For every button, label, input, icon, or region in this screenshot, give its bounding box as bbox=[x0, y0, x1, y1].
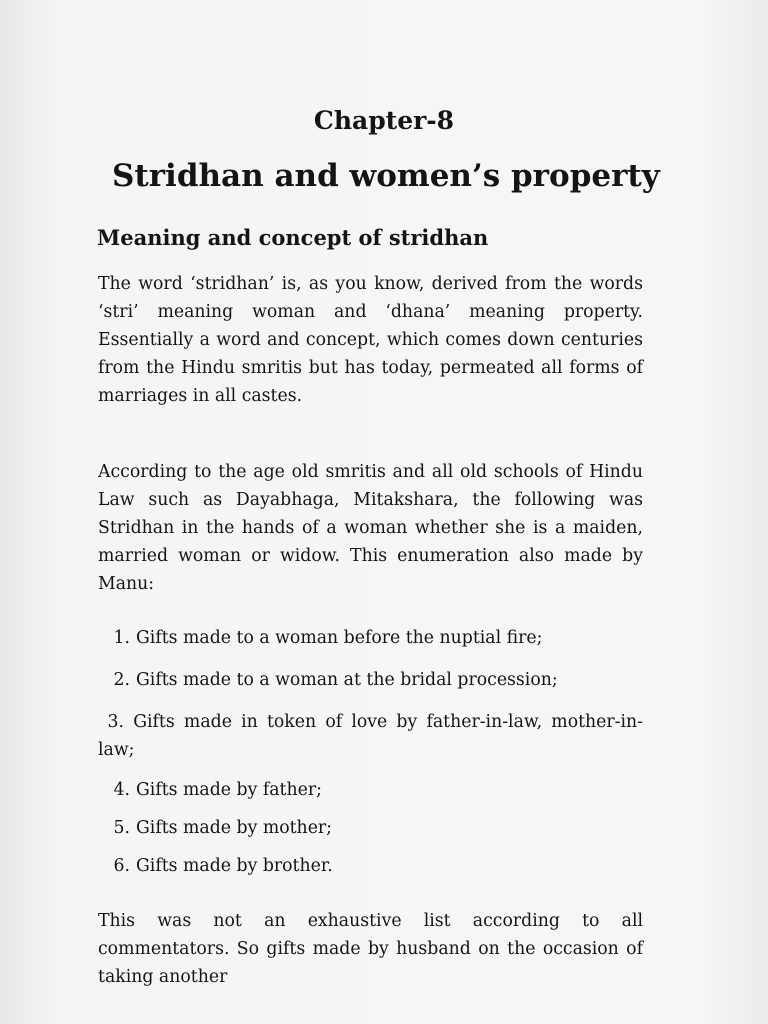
list-item bbox=[98, 624, 643, 652]
paragraph-smritis-enumeration: According to the age old smritis and all old schools of Hindu Law such as Dayabhaga, Mitakshara, the following was Stridhan in the hands of a woman whether she is a maiden, married woman or widow. This enumeration also made by Manu: bbox=[98, 462, 643, 594]
list-item-text: Gifts made to a woman at the bridal procession; bbox=[136, 670, 558, 690]
chapter-title: Stridhan and women’s property bbox=[112, 158, 660, 194]
list-item bbox=[98, 814, 643, 842]
list-item bbox=[98, 852, 643, 880]
list-item-number: 4. bbox=[113, 780, 130, 800]
list-item bbox=[98, 708, 643, 764]
list-item-number: 3. bbox=[107, 712, 124, 732]
list-item bbox=[98, 666, 643, 694]
list-item-text: Gifts made to a woman before the nuptial fire; bbox=[136, 628, 543, 648]
list-item-text: Gifts made by father; bbox=[136, 780, 322, 800]
list-item bbox=[98, 776, 643, 804]
section-heading: Meaning and concept of stridhan bbox=[97, 225, 489, 250]
list-item-text: Gifts made by mother; bbox=[136, 818, 333, 838]
list-item-number: 6. bbox=[113, 856, 130, 876]
paragraph-non-exhaustive: This was not an exhaustive list according to all commentators. So gifts made by husband on the occasion of taking another bbox=[98, 911, 643, 987]
list-item-number: 1. bbox=[113, 628, 130, 648]
list-item-text: Gifts made by brother. bbox=[136, 856, 333, 876]
chapter-number: Chapter-8 bbox=[313, 106, 455, 135]
paragraph-stridhan-definition: The word ‘stridhan’ is, as you know, derived from the words ‘stri’ meaning woman and ‘dhana’ meaning property. Essentially a word and concept, which comes down centuries from the Hindu smritis but has today, permeated all forms of marriages in all castes. bbox=[98, 274, 643, 406]
list-item-number: 2. bbox=[113, 670, 130, 690]
list-item-number: 5. bbox=[113, 818, 130, 838]
list-item-text: Gifts made in token of love by father-in-law, mother-in-law; bbox=[98, 712, 643, 760]
